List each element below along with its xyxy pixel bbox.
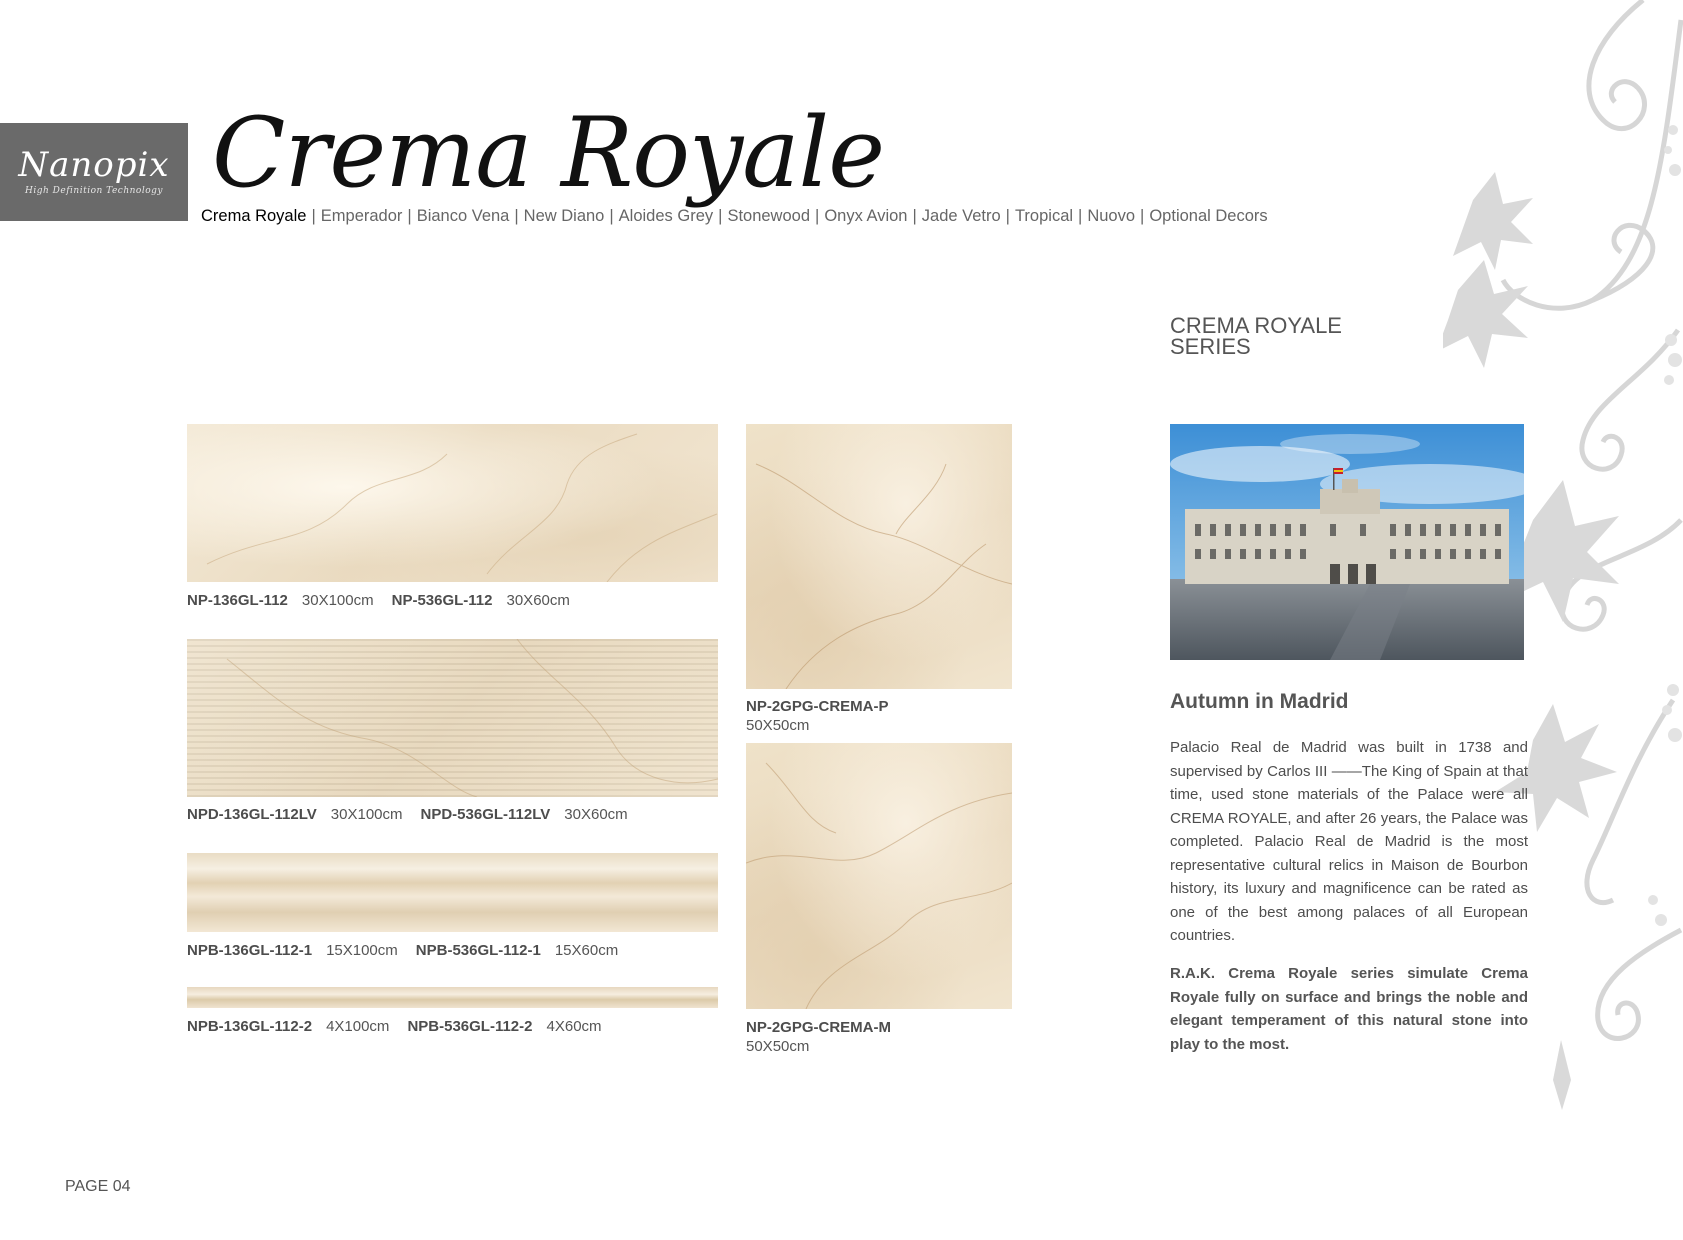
page-number: PAGE 04 — [65, 1178, 131, 1195]
tile-size: 30X100cm — [301, 592, 374, 609]
nav-separator: | — [311, 207, 316, 225]
nav-separator: | — [514, 207, 519, 225]
series-heading-line2: SERIES — [1170, 334, 1251, 359]
nav-separator: | — [407, 207, 412, 225]
article-summary: R.A.K. Crema Royale series simulate Crema Royale fully on surface and brings the noble and elegant temperament of this natural stone into play to the most. — [1170, 965, 1528, 1053]
tile-image-npb-136gl-112-1 — [187, 853, 718, 932]
tile-caption-row1 — [187, 592, 588, 609]
nav-item-bianco-vena[interactable]: Bianco Vena — [416, 207, 510, 225]
tile-code: NP-536GL-112 — [391, 592, 493, 609]
series-nav — [201, 207, 1268, 226]
tile-image-npb-136gl-112-2 — [187, 987, 718, 1008]
nav-item-onyx-avion[interactable]: Onyx Avion — [824, 207, 908, 225]
nav-item-jade-vetro[interactable]: Jade Vetro — [921, 207, 1001, 225]
tile-caption-crema-m — [746, 1018, 891, 1056]
tile-size: 30X100cm — [330, 806, 403, 823]
series-heading-line1: CREMA ROYALE — [1170, 313, 1342, 338]
nav-item-stonewood[interactable]: Stonewood — [727, 207, 811, 225]
tile-caption-row3 — [187, 942, 636, 959]
tile-code: NP-2GPG-CREMA-M — [746, 1019, 891, 1036]
tile-code: NPD-136GL-112LV — [187, 806, 317, 823]
tile-image-np-2gpg-crema-m — [746, 743, 1012, 1009]
logo-wordmark: Nanopix — [18, 145, 170, 185]
tile-size: 4X60cm — [546, 1018, 602, 1035]
nav-separator: | — [1078, 207, 1083, 225]
tile-code: NPB-136GL-112-1 — [187, 942, 313, 959]
nav-item-crema-royale[interactable]: Crema Royale — [201, 207, 307, 225]
nav-separator: | — [912, 207, 917, 225]
page-title: Crema Royale — [212, 97, 884, 209]
tile-caption-crema-p — [746, 697, 889, 735]
palace-photo — [1170, 424, 1524, 660]
tile-size: 30X60cm — [506, 592, 570, 609]
tile-size: 15X60cm — [554, 942, 619, 959]
tile-size: 4X100cm — [326, 1018, 390, 1035]
tile-image-npd-136gl-112lv — [187, 639, 718, 797]
tile-size: 50X50cm — [746, 1038, 810, 1055]
tile-code: NP-2GPG-CREMA-P — [746, 698, 889, 715]
nav-item-optional-decors[interactable]: Optional Decors — [1149, 207, 1268, 225]
tile-image-np-2gpg-crema-p — [746, 424, 1012, 689]
tile-code: NPD-536GL-112LV — [420, 806, 551, 823]
tile-code: NPB-536GL-112-2 — [407, 1018, 533, 1035]
nav-separator: | — [815, 207, 820, 225]
nav-separator: | — [1140, 207, 1145, 225]
nav-item-new-diano[interactable]: New Diano — [523, 207, 605, 225]
nav-item-emperador[interactable]: Emperador — [320, 207, 403, 225]
brand-logo — [0, 123, 188, 221]
nav-separator: | — [718, 207, 723, 225]
article-body: Palacio Real de Madrid was built in 1738 and supervised by Carlos III ——The King of Spain at that time, used stone materials of the Palace were all CREMA ROYALE, and after 26 years, the Palace was completed. Palacio Real de Madrid is the most representative cultural relics in Maison de Bourbon history, its luxury and magnificence can be rated as one of the best among palaces of all European countries. — [1170, 739, 1528, 944]
tile-code: NPB-536GL-112-1 — [415, 942, 541, 959]
tile-code: NPB-136GL-112-2 — [187, 1018, 313, 1035]
tile-size: 15X100cm — [326, 942, 398, 959]
tile-code: NP-136GL-112 — [187, 592, 288, 609]
nav-item-nuovo[interactable]: Nuovo — [1087, 207, 1136, 225]
tile-image-np-136gl-112 — [187, 424, 718, 582]
tile-size: 30X60cm — [564, 806, 628, 823]
tile-size: 50X50cm — [746, 717, 810, 734]
article-subheading: Autumn in Madrid — [1170, 690, 1349, 713]
nav-item-tropical[interactable]: Tropical — [1014, 207, 1074, 225]
nav-item-aloides-grey[interactable]: Aloides Grey — [618, 207, 714, 225]
nav-separator: | — [1005, 207, 1010, 225]
tile-caption-row4 — [187, 1018, 620, 1035]
logo-tagline: High Definition Technology — [25, 186, 163, 196]
series-heading — [1170, 315, 1342, 357]
nav-separator: | — [609, 207, 614, 225]
tile-caption-row2 — [187, 806, 646, 823]
